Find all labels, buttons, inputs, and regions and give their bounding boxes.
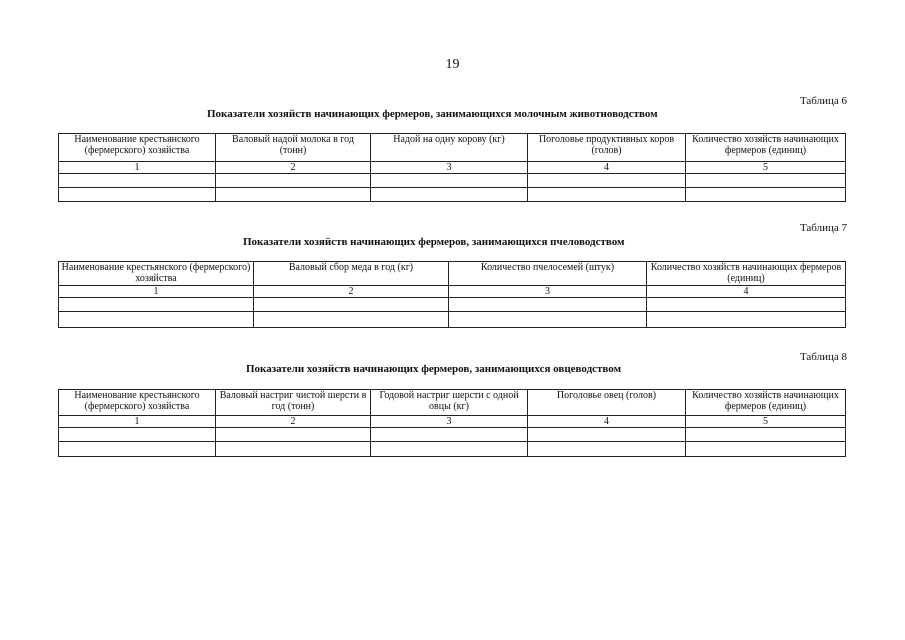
column-header: Годовой настриг шерсти с одной овцы (кг) xyxy=(371,390,528,416)
table-row xyxy=(59,298,846,312)
column-number: 1 xyxy=(59,162,216,174)
column-number: 3 xyxy=(449,286,647,298)
page-number: 19 xyxy=(445,57,460,72)
table-6-label: Таблица 6 xyxy=(799,95,847,107)
table-header-row xyxy=(59,262,846,286)
column-number-row xyxy=(59,162,846,174)
column-number: 5 xyxy=(686,416,846,428)
table-row xyxy=(59,174,846,188)
column-number: 4 xyxy=(528,162,686,174)
empty-cell xyxy=(254,312,449,328)
empty-cell xyxy=(528,174,686,188)
column-header: Количество пчелосемей (штук) xyxy=(449,262,647,286)
table-header-row xyxy=(59,134,846,162)
empty-cell xyxy=(528,188,686,202)
empty-cell xyxy=(216,174,371,188)
table-7 xyxy=(58,261,846,328)
empty-cell xyxy=(528,442,686,457)
empty-cell xyxy=(686,442,846,457)
empty-cell xyxy=(59,442,216,457)
column-header: Валовый сбор меда в год (кг) xyxy=(254,262,449,286)
empty-cell xyxy=(686,188,846,202)
empty-cell xyxy=(59,298,254,312)
empty-cell xyxy=(686,174,846,188)
column-header: Валовый надой молока в год (тонн) xyxy=(216,134,371,162)
table-row xyxy=(59,188,846,202)
table-row xyxy=(59,312,846,328)
empty-cell xyxy=(216,442,371,457)
column-header: Валовый настриг чистой шерсти в год (тонн) xyxy=(216,390,371,416)
column-number-row xyxy=(59,286,846,298)
column-number: 3 xyxy=(371,416,528,428)
column-number: 1 xyxy=(59,416,216,428)
table-row xyxy=(59,442,846,457)
column-header: Количество хозяйств начинающих фермеров (единиц) xyxy=(686,134,846,162)
table-row xyxy=(59,428,846,442)
column-number: 4 xyxy=(528,416,686,428)
empty-cell xyxy=(59,188,216,202)
column-header: Количество хозяйств начинающих фермеров (единиц) xyxy=(647,262,846,286)
empty-cell xyxy=(371,188,528,202)
table-6-title: Показатели хозяйств начинающих фермеров, занимающихся молочным животноводством xyxy=(207,108,658,120)
empty-cell xyxy=(686,428,846,442)
empty-cell xyxy=(59,174,216,188)
column-header: Наименование крестьянского (фермерского) хозяйства xyxy=(59,390,216,416)
empty-cell xyxy=(449,312,647,328)
table-6 xyxy=(58,133,846,202)
column-header: Наименование крестьянского (фермерского) хозяйства xyxy=(59,134,216,162)
table-header-row xyxy=(59,390,846,416)
column-header: Поголовье продуктивных коров (голов) xyxy=(528,134,686,162)
empty-cell xyxy=(216,188,371,202)
column-number: 4 xyxy=(647,286,846,298)
column-number-row xyxy=(59,416,846,428)
column-number: 2 xyxy=(216,162,371,174)
table-8-label: Таблица 8 xyxy=(799,351,847,363)
column-number: 2 xyxy=(216,416,371,428)
empty-cell xyxy=(371,442,528,457)
column-header: Количество хозяйств начинающих фермеров (единиц) xyxy=(686,390,846,416)
empty-cell xyxy=(647,312,846,328)
table-7-label: Таблица 7 xyxy=(799,222,847,234)
column-number: 3 xyxy=(371,162,528,174)
column-header: Наименование крестьянского (фермерского) хозяйства xyxy=(59,262,254,286)
empty-cell xyxy=(59,428,216,442)
empty-cell xyxy=(59,312,254,328)
empty-cell xyxy=(254,298,449,312)
empty-cell xyxy=(647,298,846,312)
empty-cell xyxy=(216,428,371,442)
empty-cell xyxy=(371,428,528,442)
table-8-title: Показатели хозяйств начинающих фермеров, занимающихся овцеводством xyxy=(246,363,622,375)
empty-cell xyxy=(449,298,647,312)
table-7-title: Показатели хозяйств начинающих фермеров, занимающихся пчеловодством xyxy=(243,236,625,248)
column-header: Поголовье овец (голов) xyxy=(528,390,686,416)
column-header: Надой на одну корову (кг) xyxy=(371,134,528,162)
column-number: 5 xyxy=(686,162,846,174)
table-8 xyxy=(58,389,846,457)
column-number: 1 xyxy=(59,286,254,298)
empty-cell xyxy=(371,174,528,188)
empty-cell xyxy=(528,428,686,442)
column-number: 2 xyxy=(254,286,449,298)
